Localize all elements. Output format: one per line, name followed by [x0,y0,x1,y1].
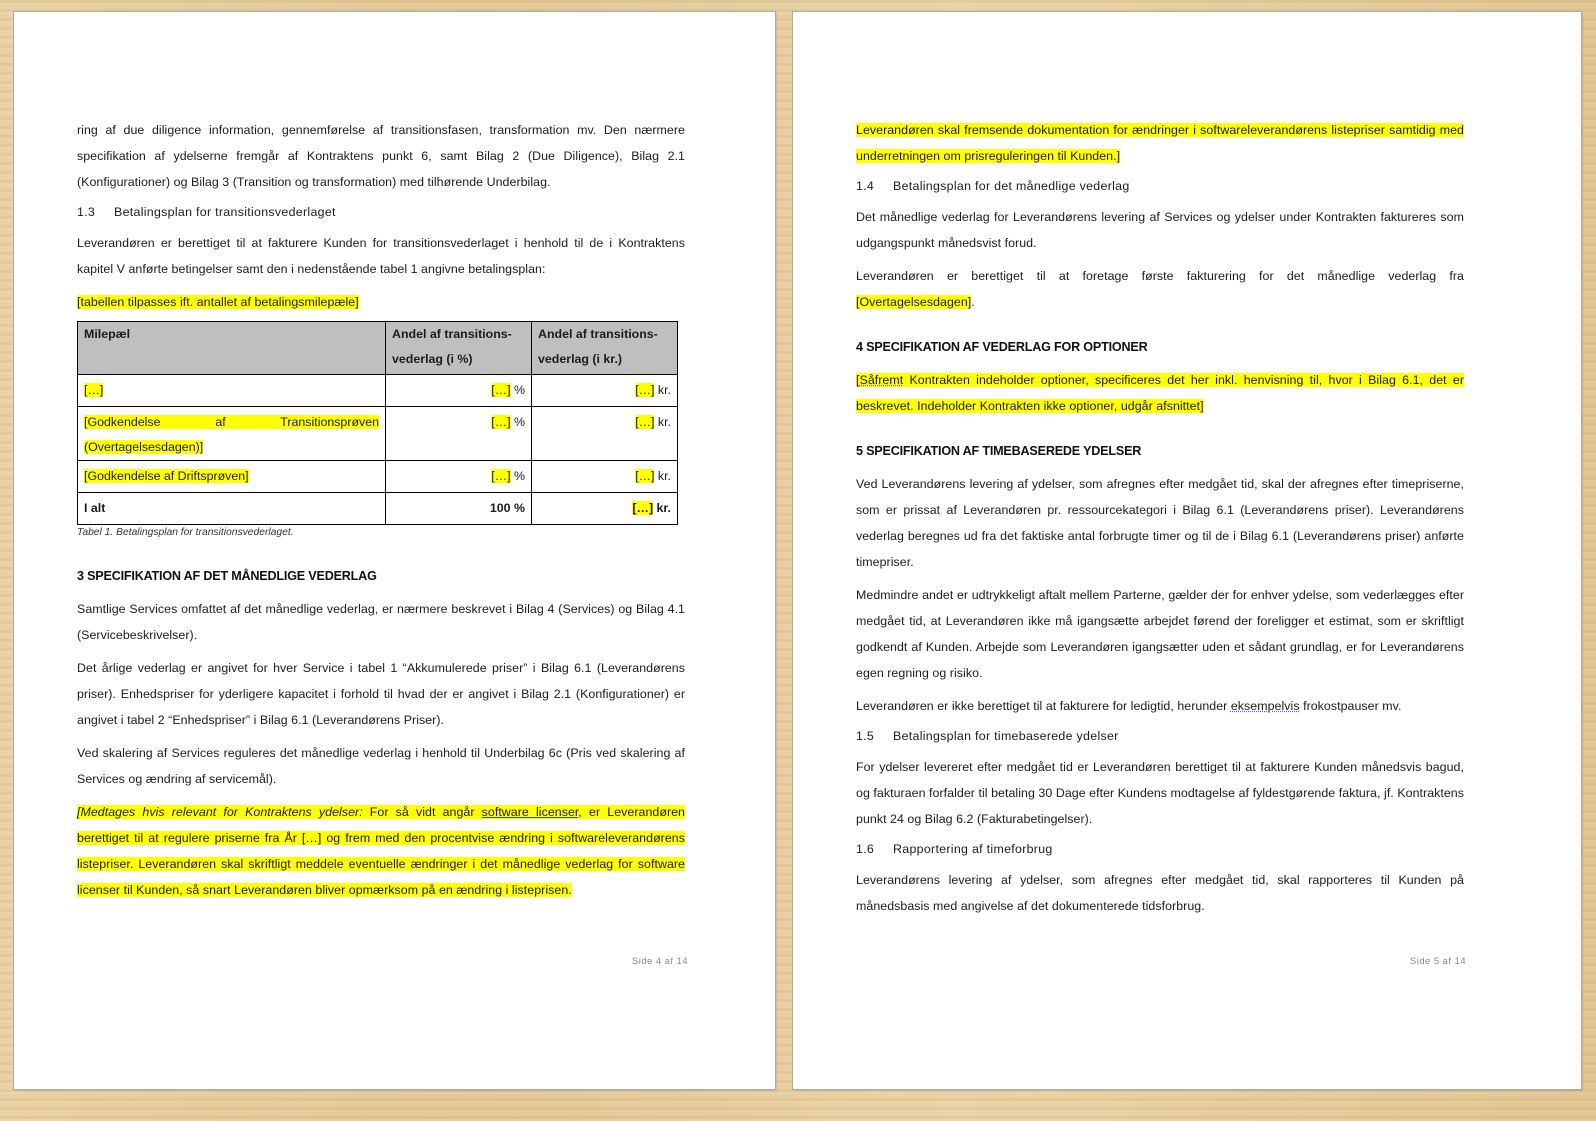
kr-unit: kr. [654,383,671,397]
total-kr-cell [532,493,678,525]
table-row [78,407,678,461]
intro-paragraph: ring af due diligence information, gennemførelse af transitionsfasen, transformation mv. Den nærmere specifikation af ydelserne fremgår af Kontraktens punkt 6, samt Bilag 2 (Due Diligence), Bilag 2.1 (Konfigurationer) og Bilag 3 (Transition og transformation) med tilhørende Underbilag. [77,123,685,189]
document-page-4 [14,12,775,1089]
kr-value: […] [635,469,655,483]
page-footer-number: Side 5 af 14 [1410,955,1467,966]
paragraph-1-4a: Det månedlige vederlag for Leverandørens levering af Services og ydelser under Kontrakten faktureres som udgangspunkt månedsvist forud. [856,210,1464,250]
clause-text: For så vidt angår [362,805,482,819]
paragraph-5c [856,693,1464,719]
milestone-cell [78,461,386,493]
spellcheck-flagged-word: eksempelvis [1230,699,1300,713]
total-kr-value: […] [632,501,654,515]
kr-value: […] [635,415,655,429]
total-label: I alt [78,493,386,525]
kr-unit: kr. [654,469,671,483]
heading-section-5: 5 SPECIFIKATION AF TIMEBASEREDE YDELSER [856,444,1142,458]
document-page-5 [793,12,1581,1089]
milestone-cell [78,375,386,407]
milestone-cell [78,407,386,461]
paragraph-text: Leverandøren er berettiget til at foretage første fakturering for det månedlige vederlag fra [856,269,1464,283]
highlighted-optional-clause [77,805,685,897]
options-text: Kontrakten indeholder optioner, specificeres det her inkl. henvisning til, hvor i Bilag 6.1, det er beskrevet. Indeholder Kontrakten ikke optioner, udgår afsnittet] [856,373,1464,413]
section-1-5-heading [856,726,1464,746]
section-title: Betalingsplan for det månedlige vederlag [893,179,1130,193]
section-title: Betalingsplan for timebaserede ydelser [893,729,1119,743]
percent-value: […] [491,415,511,429]
paragraph-1-6: Leverandørens levering af ydelser, som afregnes efter medgået tid, skal rapporteres til Kunden på månedsbasis med angivelse af det dokumenterede tidsforbrug. [856,873,1464,913]
section-1-3-heading [77,202,685,222]
kr-cell [532,461,678,493]
header-share-kr: Andel af transitions-vederlag (i kr.) [532,322,678,375]
section-number: 1.3 [77,205,96,219]
payment-plan-table [77,321,678,525]
text-after: frokostpauser mv. [1299,699,1402,713]
paragraph-3c: Ved skalering af Services reguleres det månedlige vederlag i henhold til Underbilag 6c (Pris ved skalering af Services og ændring af servicemål). [77,746,685,786]
overtagelsesdagen-placeholder: [Overtagelsesdagen] [856,295,972,309]
continued-paragraph-text: Leverandøren skal fremsende dokumentation for ændringer i softwareleverandørens listepriser samtidig med underretningen om prisreguleringen til Kunden.] [856,123,1464,163]
percent-cell [386,407,532,461]
kr-value: […] [635,383,655,397]
options-placeholder [856,373,1464,413]
paragraph-1-5: For ydelser levereret efter medgået tid er Leverandøren berettiget til at fakturere Kunden månedsvis bagud, og fakturaen forfalder til betaling 30 Dage efter Kundens modtagelse af fyldestgørende faktura, jf. Kontraktens punkt 24 og Bilag 6.2 (Fakturabetingelser). [856,760,1464,826]
kr-cell [532,375,678,407]
percent-unit: % [510,383,525,397]
spellcheck-flagged-word: Såfremt [859,373,904,387]
section-1-6-heading [856,839,1464,859]
heading-section-3: 3 SPECIFIKATION AF DET MÅNEDLIGE VEDERLAG [77,569,377,583]
page-4-body [77,117,685,910]
percent-cell [386,461,532,493]
table-row [78,375,678,407]
table-total-row [78,493,678,525]
clause-text-rest: , er Leverandøren berettiget til at regulere priserne fra År […] og frem med den procentvise ændring i softwareleverandørens listepriser. Leverandøren skal skriftligt meddele eventuelle ændringer i det månedlige vederlag for software licenser til Kunden, så snart Leverandøren bliver opmærksom på en ændring i listeprisen. [77,805,685,897]
paragraph-4 [856,367,1464,419]
software-licenser-underlined: software licenser [481,805,579,819]
section-number: 1.4 [856,179,875,193]
table-note [77,289,685,315]
milestone-text: […] [84,383,104,397]
kr-unit: kr. [654,415,671,429]
percent-cell [386,375,532,407]
heading-section-4: 4 SPECIFIKATION AF VEDERLAG FOR OPTIONER [856,340,1148,354]
paragraph-3a: Samtlige Services omfattet af det månedlige vederlag, er nærmere beskrevet i Bilag 4 (Services) og Bilag 4.1 (Servicebeskrivelser). [77,602,685,642]
total-kr-unit: kr. [653,501,671,515]
text-before: Leverandøren er ikke berettiget til at fakturere for ledigtid, herunder [856,699,1231,713]
paragraph-5a: Ved Leverandørens levering af ydelser, som afregnes efter medgået tid, skal der afregnes efter timepriserne, som er prissat af Leverandøren pr. ressourcekategori i Bilag 6.1 (Leverandørens priser). Leverandørens vederlag beregnes ud fra det faktiske antal forbrugte timer og til de i Bilag 6.1 (Leverandørens priser) anførte timepriser. [856,477,1464,569]
paragraph-5b: Medmindre andet er udtrykkeligt aftalt mellem Parterne, gælder der for enhver ydelse, som vederlægges efter medgået tid, at Leverandøren ikke må igangsætte arbejdet førend der foreligger et estimat, som er skriftligt godkendt af Kunden. Arbejde som Leverandøren igangsætter uden et sådant grundlag, er for Leverandørens egen regning og risiko. [856,588,1464,680]
paragraph-1-4b [856,263,1464,315]
bracket: [ [856,373,860,387]
percent-unit: % [510,415,525,429]
table-caption: Tabel 1. Betalingsplan for transitionsvederlaget. [77,527,294,538]
header-milestone: Milepæl [78,322,386,375]
percent-unit: % [510,469,525,483]
percent-value: […] [491,469,511,483]
total-percent: 100 % [386,493,532,525]
section-title: Betalingsplan for transitionsvederlaget [114,205,336,219]
paragraph-3d [77,799,685,903]
table-row [78,461,678,493]
continued-paragraph [856,117,1464,169]
section-number: 1.5 [856,729,875,743]
paragraph-3b: Det årlige vederlag er angivet for hver Service i tabel 1 “Akkumulerede priser” i Bilag 6.1 (Leverandørens priser). Enhedspriser for yderligere kapacitet i forhold til hvad der er angivet i Bilag 2.1 (Konfigurationer) er angivet i tabel 2 “Enhedspriser” i Bilag 6.1 (Leverandørens Priser). [77,661,685,727]
section-number: 1.6 [856,842,875,856]
table-note-text: [tabellen tilpasses ift. antallet af betalingsmilepæle] [77,295,359,309]
optional-clause-lead: [Medtages hvis relevant for Kontraktens ydelser: [77,805,363,819]
kr-cell [532,407,678,461]
table-header-row [78,322,678,375]
section-1-4-heading [856,176,1464,196]
header-share-percent: Andel af transitions-vederlag (i %) [386,322,532,375]
paragraph-end: . [971,295,975,309]
page-footer-number: Side 4 af 14 [632,955,689,966]
paragraph-1-3: Leverandøren er berettiget til at fakturere Kunden for transitionsvederlaget i henhold til de i Kontraktens kapitel V anførte betingelser samt den i nedenstående tabel 1 angivne betalingsplan: [77,236,685,276]
section-title: Rapportering af timeforbrug [893,842,1053,856]
percent-value: […] [491,383,511,397]
page-5-body [856,117,1464,926]
milestone-text: [Godkendelse af Transitionsprøven (Overtagelsesdagen)] [84,415,379,454]
milestone-text: [Godkendelse af Driftsprøven] [84,469,249,483]
